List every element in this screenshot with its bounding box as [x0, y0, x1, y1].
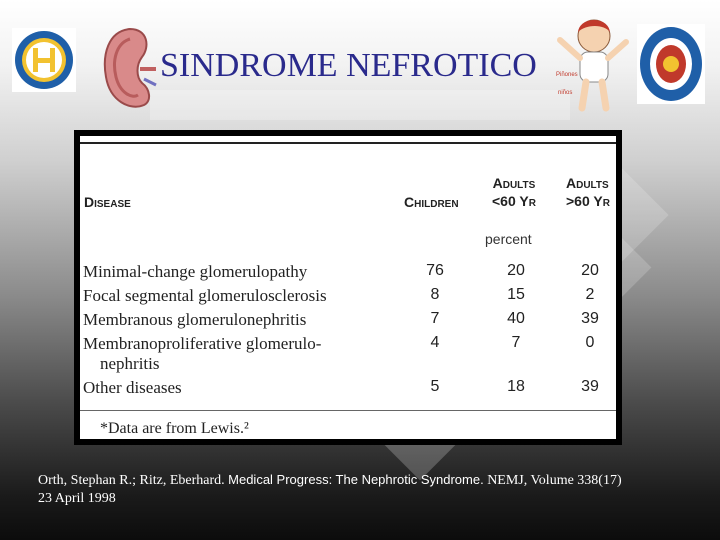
row-adults-under-60-value: 18 [507, 378, 525, 395]
row-disease: Minimal-change glomerulopathy [83, 262, 308, 281]
citation-journal: NEMJ, Volume 338(17) [487, 473, 622, 488]
row-disease: Focal segmental glomerulosclerosis [83, 286, 327, 305]
row-disease: Membranous glomerulonephritis [83, 310, 307, 329]
mascot-illustration [556, 14, 630, 114]
row-adults-over-60-value: 20 [581, 262, 599, 279]
row-adults-under-60-value: 40 [507, 310, 525, 327]
table-rule-top [80, 142, 616, 144]
row-adults-over-60-value: 0 [585, 334, 595, 351]
row-adults-under-60-value: 15 [507, 286, 525, 303]
hospital-logo-left [12, 28, 76, 92]
citation [38, 471, 698, 508]
header-unit: percent [485, 231, 532, 247]
svg-text:niños: niños [558, 90, 573, 96]
header-disease: Disease [84, 194, 131, 210]
hospital-seal-right [637, 24, 705, 104]
row-children-value: 76 [426, 262, 444, 279]
table-image-frame [74, 130, 622, 445]
row-adults-over-60-value: 2 [585, 286, 595, 303]
row-adults-under-60-value: 20 [507, 262, 525, 279]
disease-table [80, 136, 616, 439]
header-children: Children [404, 194, 459, 210]
svg-text:Piñones: Piñones [556, 72, 578, 78]
citation-date: 23 April 1998 [38, 491, 116, 506]
slide-title: SINDROME NEFROTICO [160, 47, 537, 84]
kidney-illustration [100, 25, 158, 113]
citation-authors: Orth, Stephan R.; Ritz, Eberhard. [38, 473, 225, 488]
row-disease: Other diseases [83, 378, 182, 397]
citation-article: Medical Progress: The Nephrotic Syndrome. [228, 472, 484, 487]
row-disease: Membranoproliferative glomerulo- [83, 334, 322, 353]
row-adults-under-60-value: 7 [511, 334, 521, 351]
decor-band [150, 90, 573, 120]
row-children-value: 4 [430, 334, 440, 351]
row-children-value: 7 [430, 310, 440, 327]
table-footnote: *Data are from Lewis.² [100, 420, 249, 437]
table-rule-bottom [80, 410, 616, 411]
row-children-value: 8 [430, 286, 440, 303]
row-adults-over-60-value: 39 [581, 378, 599, 395]
header-adults-over-60: Adults >60 Yr [566, 175, 610, 209]
row-adults-over-60-value: 39 [581, 310, 599, 327]
row-disease-continuation: nephritis [100, 354, 160, 373]
row-children-value: 5 [430, 378, 440, 395]
header-adults-under-60: Adults <60 Yr [492, 175, 536, 209]
